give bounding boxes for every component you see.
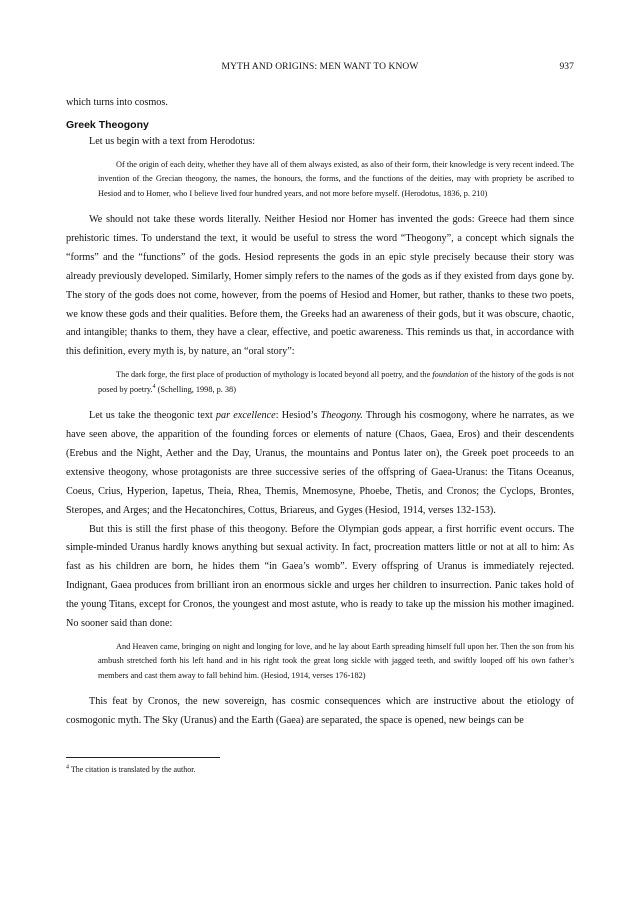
main-text [66, 94, 574, 731]
paragraph-theogony: We should not take these words literally. Neither Hesiod nor Homer has invented the gods: Greece had them since prehistoric times. To understand the text, it would be useful to stress the word “Theogony”, a concept which signals the “forms” and the “functions” of the gods. Hesiod represents the gods in an epic style precisely because their story was already previously developed. Similarly, Homer simply refers to the names of the gods as if they existed from days gone by. The story of the gods does not come, however, from the poems of Hesiod and Homer, but rather, thanks to these two poets, we know these gods and their qualities. Before them, the Greeks had an awareness of their gods, but it was obscure, chaotic, and intangible; thanks to them, they have a clear, effective, and poetic awareness. This reminds us that, in accordance with this definition, every myth is, by nature, an “oral story”: [66, 214, 574, 358]
footnote-divider [66, 757, 220, 758]
text-part: : Hesiod’s [275, 410, 321, 422]
paragraph-continuation: which turns into cosmos. [66, 97, 168, 108]
running-title: MYTH AND ORIGINS: MEN WANT TO KNOW [221, 62, 419, 72]
text-part: Let us take the theogonic text [89, 410, 216, 422]
quote-text: And Heaven came, bringing on night and longing for love, and he lay about Earth spreading himself full upon her. Then the son from his ambush stretched forth his left hand and in his right took the great long sickle with jagged teeth, and swiftly looped off his own father’s members and cast them away to fall behind him. (Hesiod, 1914, verses 176-182) [98, 641, 574, 680]
quote-citation: (Schelling, 1998, p. 38) [155, 384, 236, 394]
paragraph-uranus: But this is still the first phase of this theogony. Before the Olympian gods appear, a first horrific event occurs. The simple-minded Uranus hardly knows anything but sexual activity. In fact, procreation matters little or not at all to him: As fast as his children are born, he hides them “in Gaea’s womb”. Every offspring of Uranus is immediately rejected. Indignant, Gaea produces from brilliant iron an enormous sickle and urges her children to insurrection. Panic takes hold of the young Titans, except for Cronos, the youngest and most astute, who is ready to take up the mission his mother imagined. No sooner said than done: [66, 523, 574, 630]
block-quote-hesiod [98, 640, 574, 683]
footnote [66, 764, 574, 775]
quote-text: Of the origin of each deity, whether they have all of them always existed, as also of their form, their knowledge is very recent indeed. The invention of the Grecian theogony, the names, the honours, the forms, and the functions of the deities, may with propriety be ascribed to Hesiod and to Homer, who I believe lived four hundred years, and not more before myself. (Herodotus, 1836, p. 210) [98, 159, 574, 198]
emphasis: par excellence [215, 410, 276, 422]
book-title: Theogony. [320, 410, 363, 422]
footnote-marker: 4 [66, 764, 69, 771]
footnote-text: The citation is translated by the author. [70, 765, 196, 774]
paragraph-intro: Let us begin with a text from Herodotus: [89, 135, 256, 147]
block-quote-herodotus [98, 158, 574, 201]
quote-emphasis: foundation [432, 370, 469, 380]
block-quote-schelling [98, 368, 574, 397]
paragraph-cronos: This feat by Cronos, the new sovereign, has cosmic consequences which are instructive about the etiology of cosmogonic myth. The Sky (Uranus) and the Earth (Gaea) are separated, the space is opened, new beings can be [66, 696, 574, 727]
quote-text-part: of the history of the gods is not posed by poetry. [98, 370, 574, 394]
paragraph-hesiod [66, 407, 574, 520]
page-number: 937 [559, 62, 574, 72]
text-part: Through his cosmogony, where he narrates, as we have seen above, the apparition of the founding forces or elements of nature (Chaos, Gaea, Eros) and their descendents (Erebus and the Night, Aether and the Day, Uranus, the mountains and Pontus later on), the Greek poet proceeds to an extensive theogony, whose protagonists are three successive series of the offspring of Gaea-Uranus: the Titans Oceanus, Coeus, Crius, Hyperion, Iapetus, Theia, Rhea, Themis, Mnemosyne, Phoebe, Thetis, and Cronos; the Cyclops, Brontes, Steropes, and Arges; and the Hecatonchires, Cottus, Briareus, and Gyges (Hesiod, 1914, verses 132-153). [66, 410, 574, 516]
section-heading: Greek Theogony [66, 118, 149, 131]
running-header [66, 62, 574, 76]
quote-text-part: The dark forge, the first place of production of mythology is located beyond all poetry, and the [116, 370, 433, 380]
footnote-ref[interactable]: 4 [152, 383, 156, 390]
quote-text [98, 368, 574, 397]
